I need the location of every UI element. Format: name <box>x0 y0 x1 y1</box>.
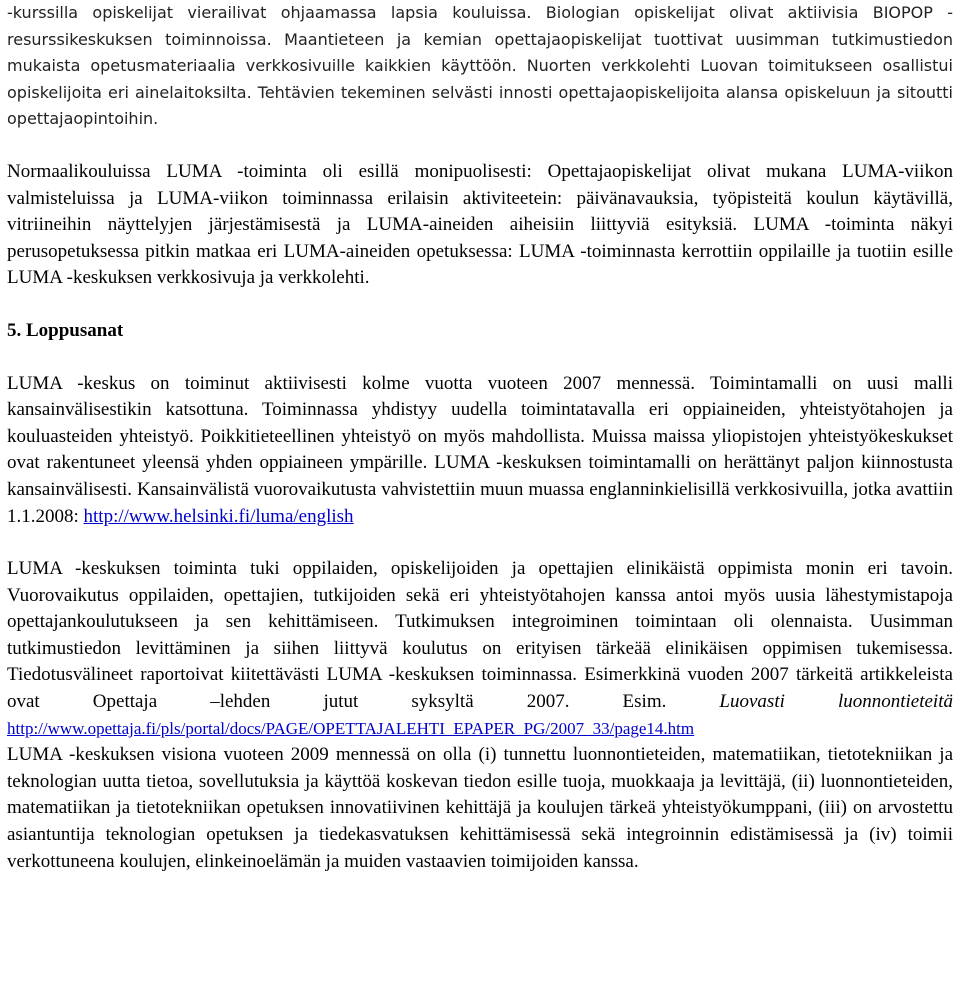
paragraph-text: LUMA -keskus on toiminut aktiivisesti kolme vuotta vuoteen 2007 mennessä. Toimintamalli on uusi malli kansainvälisestikin katsottuna. Toiminnassa yhdistyy uudella toimintatavalla eri oppiaineiden, yhteistyötahojen ja kouluasteiden yhteistyö. Poikkitieteellinen yhteistyö on myös mahdollista. Muissa maissa yliopistojen yhteistyökeskukset ovat rakentuneet yleensä yhden oppiaineen ympärille. LUMA -keskuksen toimintamalli on herättänyt paljon kiinnostusta kansainvälisesti. Kansainvälistä vuorovaikutusta vahvistettiin muun muassa englanninkielisillä verkkosivuilla, jotka avattiin 1.1.2008: <box>7 372 953 527</box>
paragraph-text: -kurssilla opiskelijat vierailivat ohjaamassa lapsia kouluissa. Biologian opiskelijat olivat aktiivisia BIOPOP -resurssikeskuksen toiminnoissa. Maantieteen ja kemian opettajaopiskelijat tuottivat uusimman tutkimustiedon mukaista opetusmateriaalia verkkosivuille kaikkien käyttöön. Nuorten verkkolehti Luovan toimitukseen osallistui opiskelijoita eri ainelaitoksilta. Tehtävien tekeminen selvästi innosti opettajaopiskelijoita alansa opiskeluun ja sitoutti opettajaopintoihin. <box>7 3 953 129</box>
paragraph-spacer <box>7 345 953 371</box>
paragraph-vision-2009 <box>7 742 953 875</box>
paragraph-text: Normaalikouluissa LUMA -toiminta oli esillä monipuolisesti: Opettajaopiskelijat olivat mukana LUMA-viikon valmisteluissa ja LUMA-viikon toiminnassa erilaisin aktiviteetein: päivänavauksia, työpisteitä koulun käytävillä, vitriineihin näyttelyjen järjestämisestä ja LUMA-aineiden aiheisiin liittyviä esityksiä. LUMA -toiminta näkyi perusopetuksessa pitkin matkaa eri LUMA-aineiden opetuksessa: LUMA -toiminnasta kerrottiin oppilaille ja tuotiin esille LUMA -keskuksen verkkosivuja ja verkkolehti. <box>7 160 953 289</box>
paragraph-spacer <box>7 292 953 318</box>
paragraph-normal-schools <box>7 159 953 292</box>
paragraph-text: LUMA -keskuksen toiminta tuki oppilaiden, opiskelijoiden ja opettajien elinikäistä oppimista monin eri tavoin. Vuorovaikutus oppilaiden, opettajien, tutkijoiden sekä eri yhteistyötahojen kanssa antoi myös uusia lähestymistapoja opettajankoulutukseen ja sen kehittämiseen. Tutkimuksen integroiminen toimintaan oli olennaista. Uusimman tutkimustiedon levittäminen ja siihen liittyvä koulutus on erityisen tärkeää elinikäisen oppimisen tukemisessa. Tiedotusvälineet raportoivat kiitettävästi LUMA -keskuksen toiminnassa. Esimerkkinä vuoden 2007 tärkeitä artikkeleista ovat Opettaja –lehden jutut syksyltä 2007. Esim. <box>7 558 953 713</box>
article-title: Luovasti luonnontieteitä <box>719 691 953 713</box>
paragraph-closing-summary <box>7 371 953 531</box>
paragraph-lifelong-learning <box>7 556 953 742</box>
paragraph-spacer <box>7 133 953 159</box>
paragraph-student-activities <box>7 0 953 133</box>
english-site-link[interactable]: http://www.helsinki.fi/luma/english <box>83 505 354 527</box>
paragraph-spacer <box>7 530 953 556</box>
document-page <box>7 0 953 875</box>
section-heading: 5. Loppusanat <box>7 319 124 341</box>
paragraph-text: LUMA -keskuksen visiona vuoteen 2009 mennessä on olla (i) tunnettu luonnontieteiden, matematiikan, tietotekniikan ja teknologian uutta tietoa, sovellutuksia ja käyttöä koskevan tiedon esille tuoja, muokkaaja ja levittäjä, (ii) luonnontieteiden, matematiikan ja tietotekniikan opetuksen innovatiivinen kehittäjä ja koulujen tärkeä yhteistyökumppani, (iii) on arvostettu asiantuntija teknologian opetuksen ja tiedekasvatuksen kehittämisessä sekä integroinnin edistämisessä ja (iv) toimii verkottuneena koulujen, elinkeinoelämän ja muiden vastaavien toimijoiden kanssa. <box>7 744 953 872</box>
opettaja-article-link[interactable]: http://www.opettaja.fi/pls/portal/docs/PAGE/OPETTAJALEHTI_EPAPER_PG/2007_33/page14.htm <box>7 718 695 738</box>
